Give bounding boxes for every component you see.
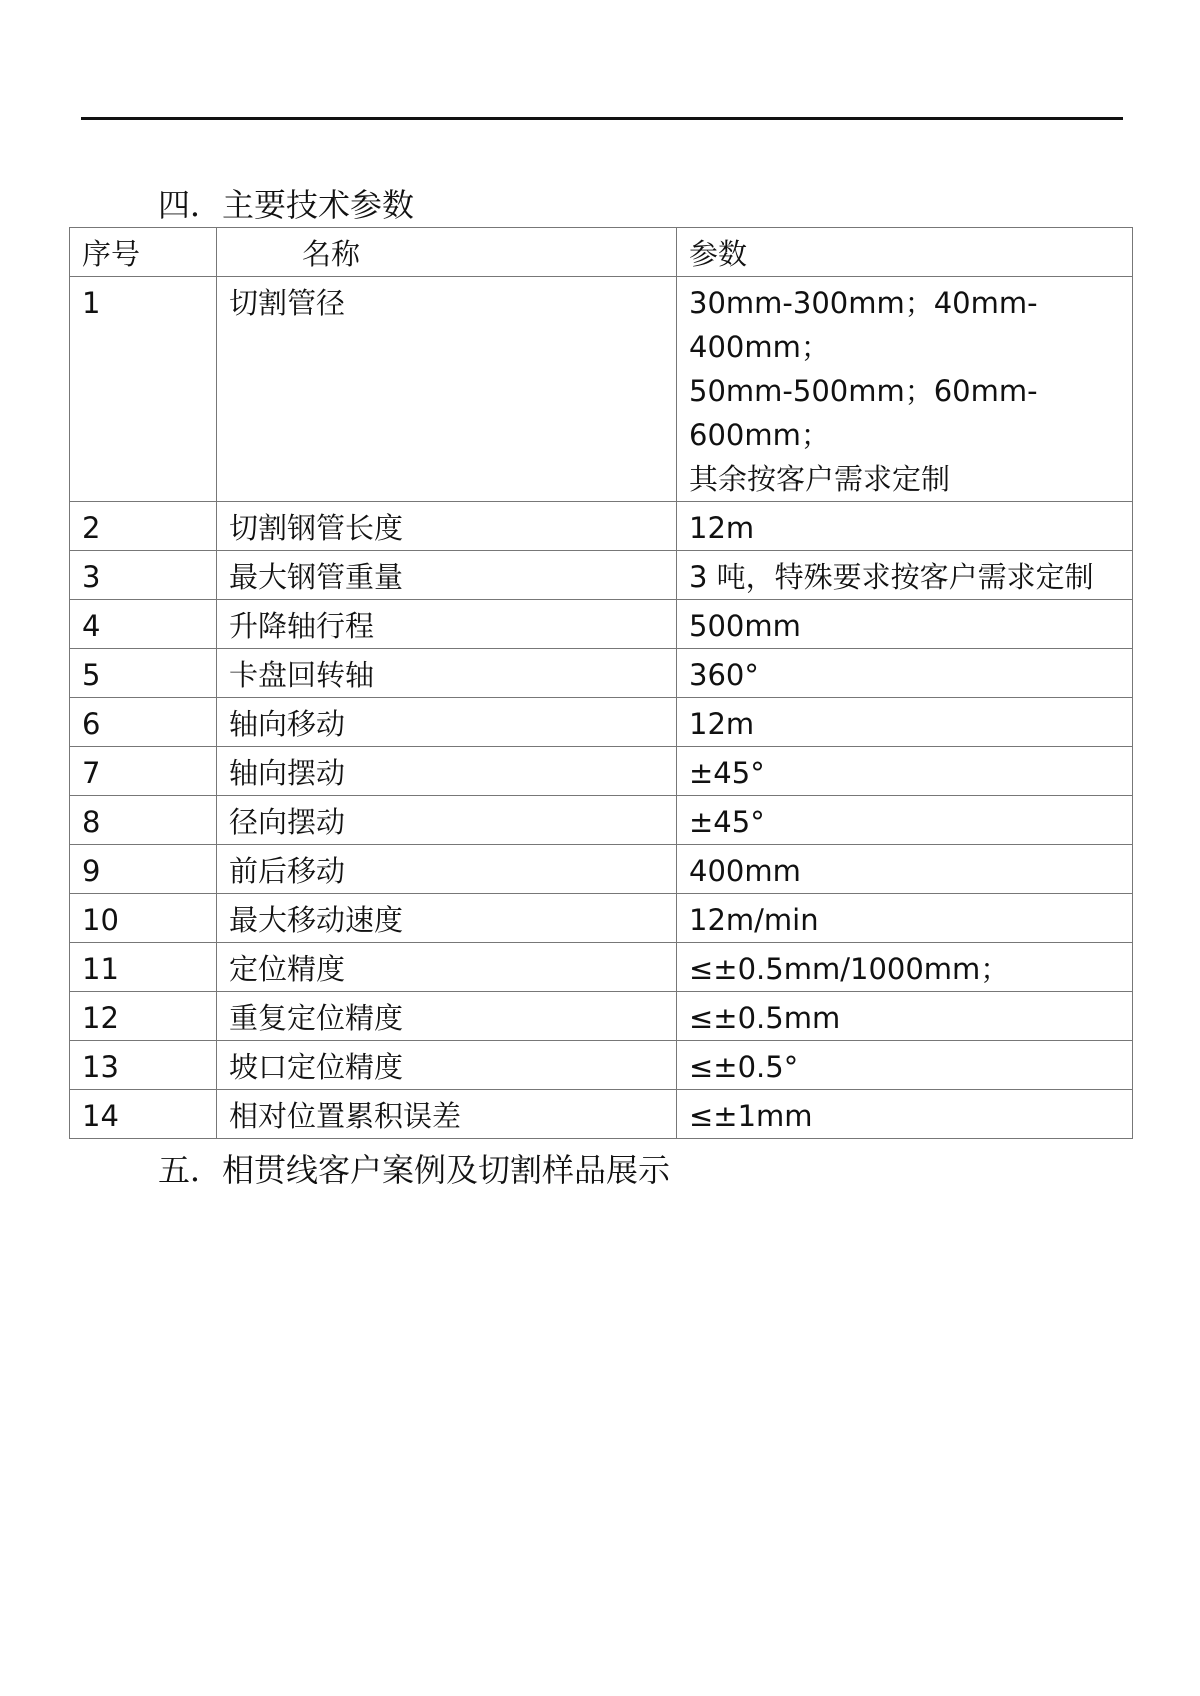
table-row [70, 943, 1133, 992]
row-param [677, 698, 1133, 747]
table-row [70, 649, 1133, 698]
row-number: 4 [70, 600, 217, 649]
header-param: 参数 [677, 228, 1133, 277]
table-row [70, 502, 1133, 551]
param-line: ≤±0.5mm/1000mm； [689, 952, 1010, 986]
row-number: 7 [70, 747, 217, 796]
row-param [677, 894, 1133, 943]
param-line: 50mm-500mm；60mm-600mm； [689, 374, 1038, 452]
row-param [677, 845, 1133, 894]
table-row [70, 992, 1133, 1041]
row-number: 13 [70, 1041, 217, 1090]
row-number: 9 [70, 845, 217, 894]
row-name: 相对位置累积误差 [217, 1090, 677, 1139]
row-number: 1 [70, 277, 217, 502]
param-line: ±45° [689, 756, 765, 790]
row-param [677, 747, 1133, 796]
table-row [70, 845, 1133, 894]
row-name: 重复定位精度 [217, 992, 677, 1041]
header-no: 序号 [70, 228, 217, 277]
row-name: 坡口定位精度 [217, 1041, 677, 1090]
row-number: 14 [70, 1090, 217, 1139]
row-param [677, 1041, 1133, 1090]
row-number: 5 [70, 649, 217, 698]
table-row [70, 747, 1133, 796]
param-line: ±45° [689, 805, 765, 839]
row-param [677, 943, 1133, 992]
row-name: 定位精度 [217, 943, 677, 992]
row-number: 6 [70, 698, 217, 747]
param-line: ≤±1mm [689, 1099, 813, 1133]
row-param [677, 992, 1133, 1041]
table-row [70, 1041, 1133, 1090]
table-row [70, 1090, 1133, 1139]
param-line: 400mm [689, 854, 801, 888]
header-rule [81, 117, 1123, 120]
row-name: 前后移动 [217, 845, 677, 894]
row-param [677, 277, 1133, 502]
header-name: 名称 [217, 228, 677, 277]
param-line: 其余按客户需求定制 [689, 462, 951, 496]
table-row [70, 698, 1133, 747]
row-number: 2 [70, 502, 217, 551]
row-name: 最大移动速度 [217, 894, 677, 943]
param-line: 360° [689, 658, 759, 692]
row-name: 升降轴行程 [217, 600, 677, 649]
spec-table [69, 227, 1133, 1139]
table-row [70, 796, 1133, 845]
row-name: 切割钢管长度 [217, 502, 677, 551]
row-param [677, 796, 1133, 845]
table-row [70, 551, 1133, 600]
row-param [677, 649, 1133, 698]
table-header-row [70, 228, 1133, 277]
row-number: 11 [70, 943, 217, 992]
param-line: 12m [689, 511, 755, 545]
row-number: 8 [70, 796, 217, 845]
table-row [70, 894, 1133, 943]
row-name: 径向摆动 [217, 796, 677, 845]
row-name: 轴向移动 [217, 698, 677, 747]
param-line: 12m/min [689, 903, 819, 937]
row-name: 轴向摆动 [217, 747, 677, 796]
param-line: 3 吨，特殊要求按客户需求定制 [689, 560, 1094, 594]
section-5-heading: 五．相贯线客户案例及切割样品展示 [158, 1151, 671, 1189]
row-param [677, 1090, 1133, 1139]
section-4-heading: 四．主要技术参数 [158, 186, 415, 224]
row-param [677, 502, 1133, 551]
table-row [70, 277, 1133, 502]
row-name: 切割管径 [217, 277, 677, 502]
row-number: 12 [70, 992, 217, 1041]
row-param [677, 551, 1133, 600]
table-row [70, 600, 1133, 649]
param-line: 12m [689, 707, 755, 741]
param-line: 500mm [689, 609, 801, 643]
param-line: ≤±0.5mm [689, 1001, 841, 1035]
row-name: 卡盘回转轴 [217, 649, 677, 698]
row-number: 10 [70, 894, 217, 943]
row-name: 最大钢管重量 [217, 551, 677, 600]
param-line: ≤±0.5° [689, 1050, 799, 1084]
row-param [677, 600, 1133, 649]
row-number: 3 [70, 551, 217, 600]
param-line: 30mm-300mm；40mm-400mm； [689, 286, 1038, 364]
